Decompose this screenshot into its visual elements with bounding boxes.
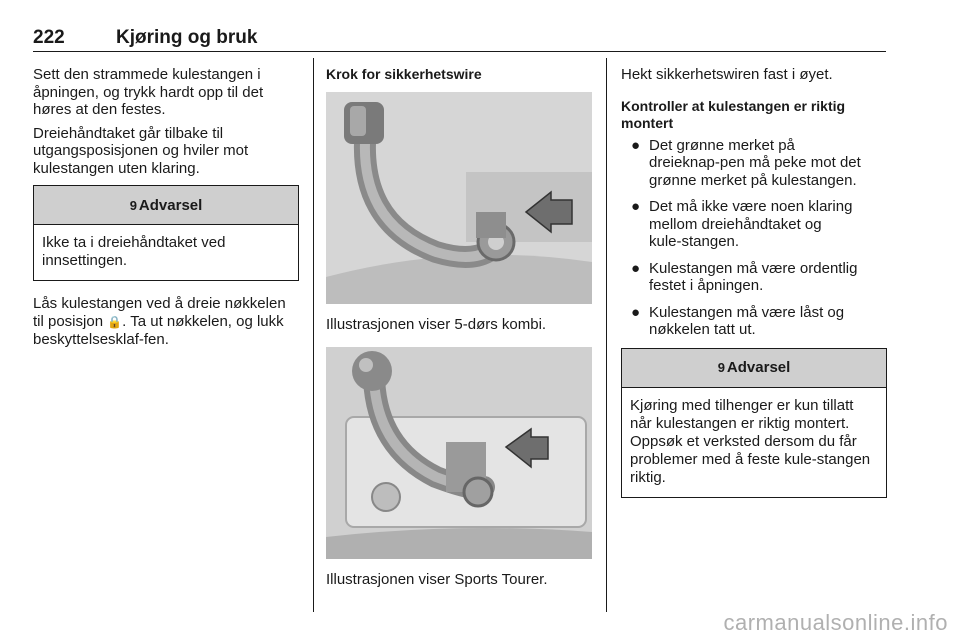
figure-caption: Illustrasjonen viser Sports Tourer. — [326, 571, 548, 588]
chapter-title: Kjøring og bruk — [116, 27, 258, 48]
tow-hook-sports-tourer-illustration — [326, 347, 592, 559]
list-item: ● Det grønne merket på dreieknap‑pen må peke mot det grønne merket på kulestangen. — [631, 136, 861, 189]
lock-icon: 🔒 — [107, 314, 123, 329]
list-item: ● Det må ikke være noen klaring mellom dreiehåndtaket og kule‑stangen. — [631, 198, 853, 250]
warning-header — [34, 186, 298, 225]
column-divider — [313, 58, 314, 612]
column-3 — [621, 66, 887, 512]
watermark: carmanualsonline.info — [723, 610, 948, 635]
warning-title: Advarsel — [138, 196, 203, 214]
column-2 — [326, 66, 594, 603]
column-divider — [606, 58, 607, 612]
warning-title: Advarsel — [726, 359, 791, 376]
warning-text: Kjøring med tilhenger er kun tillatt når kulestangen er riktig montert. Oppsøk et verksted dersom du får problemer med å feste kule‑stangen riktig. — [630, 396, 871, 486]
warning-icon: 9 — [129, 197, 137, 213]
warning-header — [622, 349, 886, 388]
column-1 — [33, 66, 299, 355]
figure-caption: Illustrasjonen viser 5-dørs kombi. — [326, 315, 547, 333]
section-heading: Kontroller at kulestangen er riktig montert — [621, 97, 846, 131]
paragraph: Dreiehåndtaket går tilbake til utgangsposisjonen og hviler mot kulestangen uten klaring. — [33, 124, 249, 177]
page-number: 222 — [33, 27, 65, 48]
section-heading: Krok for sikkerhetswire — [326, 66, 482, 82]
warning-icon: 9 — [717, 360, 725, 375]
paragraph: Sett den strammede kulestangen i åpningen, og trykk hardt opp til det høres at den festes. — [33, 66, 264, 118]
paragraph: Lås kulestangen ved å dreie nøkkelen til posisjon 🔒. Ta ut nøkkelen, og lukk beskyttelsesklaf‑fen. — [33, 295, 286, 348]
warning-box — [33, 185, 299, 281]
paragraph: Hekt sikkerhetswiren fast i øyet. — [621, 66, 833, 83]
list-item: ● Kulestangen må være ordentlig festet i åpningen. — [631, 259, 858, 294]
warning-box — [621, 348, 887, 498]
warning-text: Ikke ta i dreiehåndtaket ved innsettingen. — [42, 234, 226, 269]
tow-hook-wagon-illustration — [326, 92, 592, 304]
list-item: ● Kulestangen må være låst og nøkkelen tatt ut. — [631, 303, 845, 338]
checklist — [621, 137, 887, 339]
page-header — [33, 27, 886, 52]
